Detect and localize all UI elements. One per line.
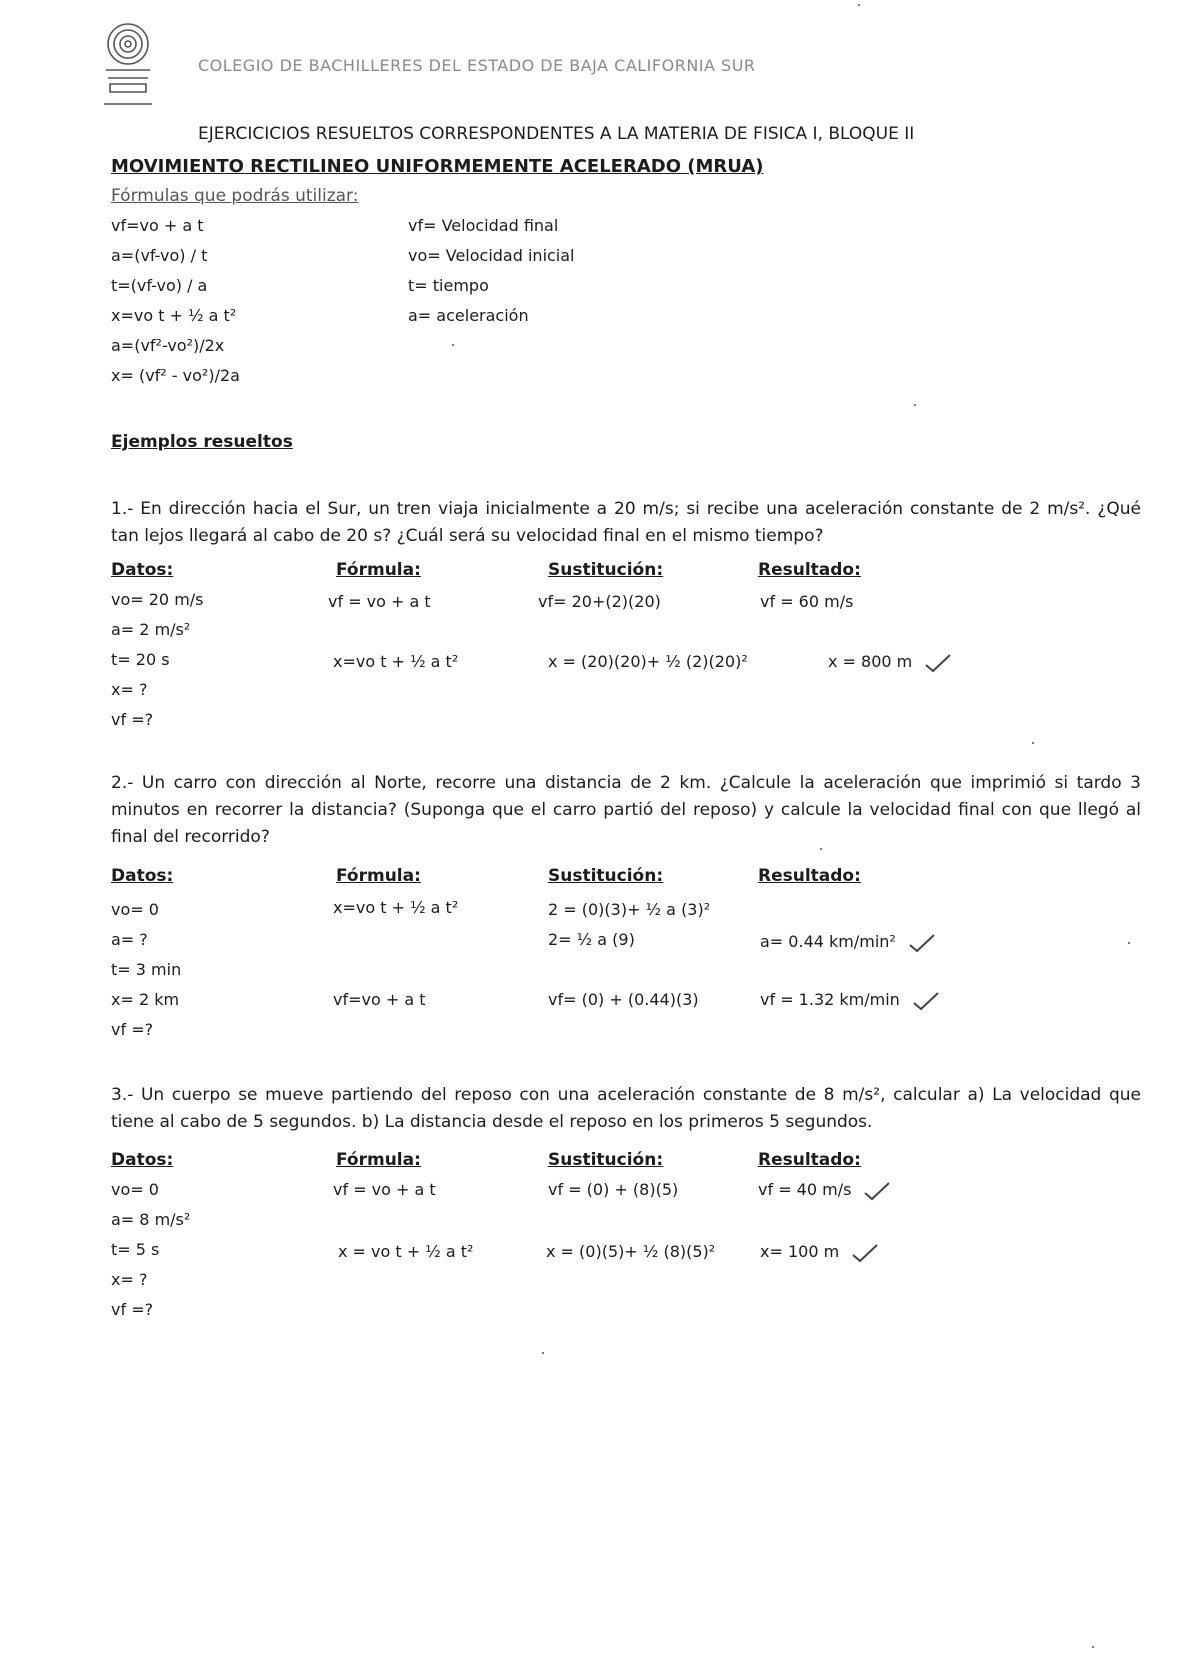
definition-item: t= tiempo (408, 276, 489, 295)
check-mark-icon (908, 933, 936, 953)
problem-2-data-item: vf =? (111, 1020, 154, 1039)
formula-item: vf=vo + a t (111, 216, 204, 235)
check-mark-icon (863, 1181, 891, 1201)
problem-1-header-sustitucion: Sustitución: (548, 560, 664, 580)
formula-item: x=vo t + ½ a t² (111, 306, 237, 325)
problem-2-substitution-1a: 2 = (0)(3)+ ½ a (3)² (548, 900, 711, 919)
document-subject: EJERCICICIOS RESUELTOS CORRESPONDENTES A LA MATERIA DE FISICA I, BLOQUE II (198, 124, 915, 144)
problem-1-formula-1: vf = vo + a t (328, 592, 431, 611)
problem-3-result-2: x= 100 m (760, 1242, 879, 1263)
problem-1-header-datos: Datos: (111, 560, 174, 580)
problem-1-header-resultado: Resultado: (758, 560, 861, 580)
problem-3-data-item: vo= 0 (111, 1180, 159, 1199)
definition-item: a= aceleración (408, 306, 529, 325)
problem-2-data-item: a= ? (111, 930, 148, 949)
scan-speck (452, 344, 454, 346)
problem-2-header-formula: Fórmula: (336, 866, 421, 886)
check-mark-icon (851, 1243, 879, 1263)
problem-3-data-item: t= 5 s (111, 1240, 160, 1259)
problem-2-formula-1: x=vo t + ½ a t² (333, 898, 459, 917)
definition-item: vf= Velocidad final (408, 216, 559, 235)
problem-1-substitution-1: vf= 20+(2)(20) (538, 592, 661, 611)
problem-1-result-1: vf = 60 m/s (760, 592, 854, 611)
problem-3-data-item: x= ? (111, 1270, 148, 1289)
problem-1-data-item: a= 2 m/s² (111, 620, 191, 639)
problem-2-data-item: t= 3 min (111, 960, 182, 979)
problem-3-substitution-1: vf = (0) + (8)(5) (548, 1180, 679, 1199)
problem-3-formula-2: x = vo t + ½ a t² (338, 1242, 474, 1261)
problem-3-formula-1: vf = vo + a t (333, 1180, 436, 1199)
scan-speck (1128, 942, 1130, 944)
examples-heading: Ejemplos resueltos (111, 432, 293, 452)
problem-1-data-item: x= ? (111, 680, 148, 699)
scan-speck (914, 404, 916, 406)
problem-3-result-1: vf = 40 m/s (758, 1180, 891, 1201)
problem-2-formula-2: vf=vo + a t (333, 990, 426, 1009)
scan-speck (1032, 742, 1034, 744)
problem-2-data-item: x= 2 km (111, 990, 180, 1009)
scan-speck (1092, 1646, 1094, 1648)
check-mark-icon (924, 653, 952, 673)
problem-3-header-resultado: Resultado: (758, 1150, 861, 1170)
formula-item: a=(vf²-vo²)/2x (111, 336, 225, 355)
formula-item: x= (vf² - vo²)/2a (111, 366, 240, 385)
problem-2-substitution-2: vf= (0) + (0.44)(3) (548, 990, 699, 1009)
problem-1-data-item: t= 20 s (111, 650, 170, 669)
problem-2-header-datos: Datos: (111, 866, 174, 886)
problem-3-data-item: vf =? (111, 1300, 154, 1319)
problem-1-result-2: x = 800 m (828, 652, 952, 673)
definition-item: vo= Velocidad inicial (408, 246, 575, 265)
problem-1-statement: 1.- En dirección hacia el Sur, un tren viaja inicialmente a 20 m/s; si recibe una aceleración constante de 2 m/s². ¿Qué tan lejos llegará al cabo de 20 s? ¿Cuál será su velocidad final en el mismo tiempo? (111, 499, 1141, 546)
institution-name: COLEGIO DE BACHILLERES DEL ESTADO DE BAJA CALIFORNIA SUR (198, 56, 756, 75)
problem-1-header-formula: Fórmula: (336, 560, 421, 580)
problem-2-statement: 2.- Un carro con dirección al Norte, recorre una distancia de 2 km. ¿Calcule la aceleración que imprimió si tardo 3 minutos en recorrer la distancia? (Suponga que el carro partió del reposo) y calcule la velocidad final con que llegó al final del recorrido? (111, 773, 1141, 847)
formula-item: a=(vf-vo) / t (111, 246, 208, 265)
problem-2-result-1: a= 0.44 km/min² (760, 932, 936, 953)
problem-3-statement: 3.- Un cuerpo se mueve partiendo del reposo con una aceleración constante de 8 m/s², calcular a) La velocidad que tiene al cabo de 5 segundos. b) La distancia desde el reposo en los primeros 5 segundos. (111, 1085, 1141, 1132)
scan-speck (542, 1352, 544, 1354)
check-mark-icon (912, 991, 940, 1011)
school-logo (100, 18, 160, 116)
formulas-heading: Fórmulas que podrás utilizar: (111, 186, 359, 206)
problem-1-substitution-2: x = (20)(20)+ ½ (2)(20)² (548, 652, 748, 671)
problem-2-data-item: vo= 0 (111, 900, 159, 919)
problem-2-substitution-1b: 2= ½ a (9) (548, 930, 635, 949)
problem-1-data-item: vf =? (111, 710, 154, 729)
problem-2-header-sustitucion: Sustitución: (548, 866, 664, 886)
problem-3-header-formula: Fórmula: (336, 1150, 421, 1170)
formula-item: t=(vf-vo) / a (111, 276, 208, 295)
problem-3-header-sustitucion: Sustitución: (548, 1150, 664, 1170)
problem-3-substitution-2: x = (0)(5)+ ½ (8)(5)² (546, 1242, 716, 1261)
scan-speck (858, 4, 860, 6)
problem-2-header-resultado: Resultado: (758, 866, 861, 886)
problem-1-data-item: vo= 20 m/s (111, 590, 204, 609)
problem-2-result-2: vf = 1.32 km/min (760, 990, 940, 1011)
problem-3-data-item: a= 8 m/s² (111, 1210, 191, 1229)
problem-1-formula-2: x=vo t + ½ a t² (333, 652, 459, 671)
scan-speck (820, 848, 822, 850)
problem-3-header-datos: Datos: (111, 1150, 174, 1170)
topic-title: MOVIMIENTO RECTILINEO UNIFORMEMENTE ACELERADO (MRUA) (111, 156, 764, 177)
